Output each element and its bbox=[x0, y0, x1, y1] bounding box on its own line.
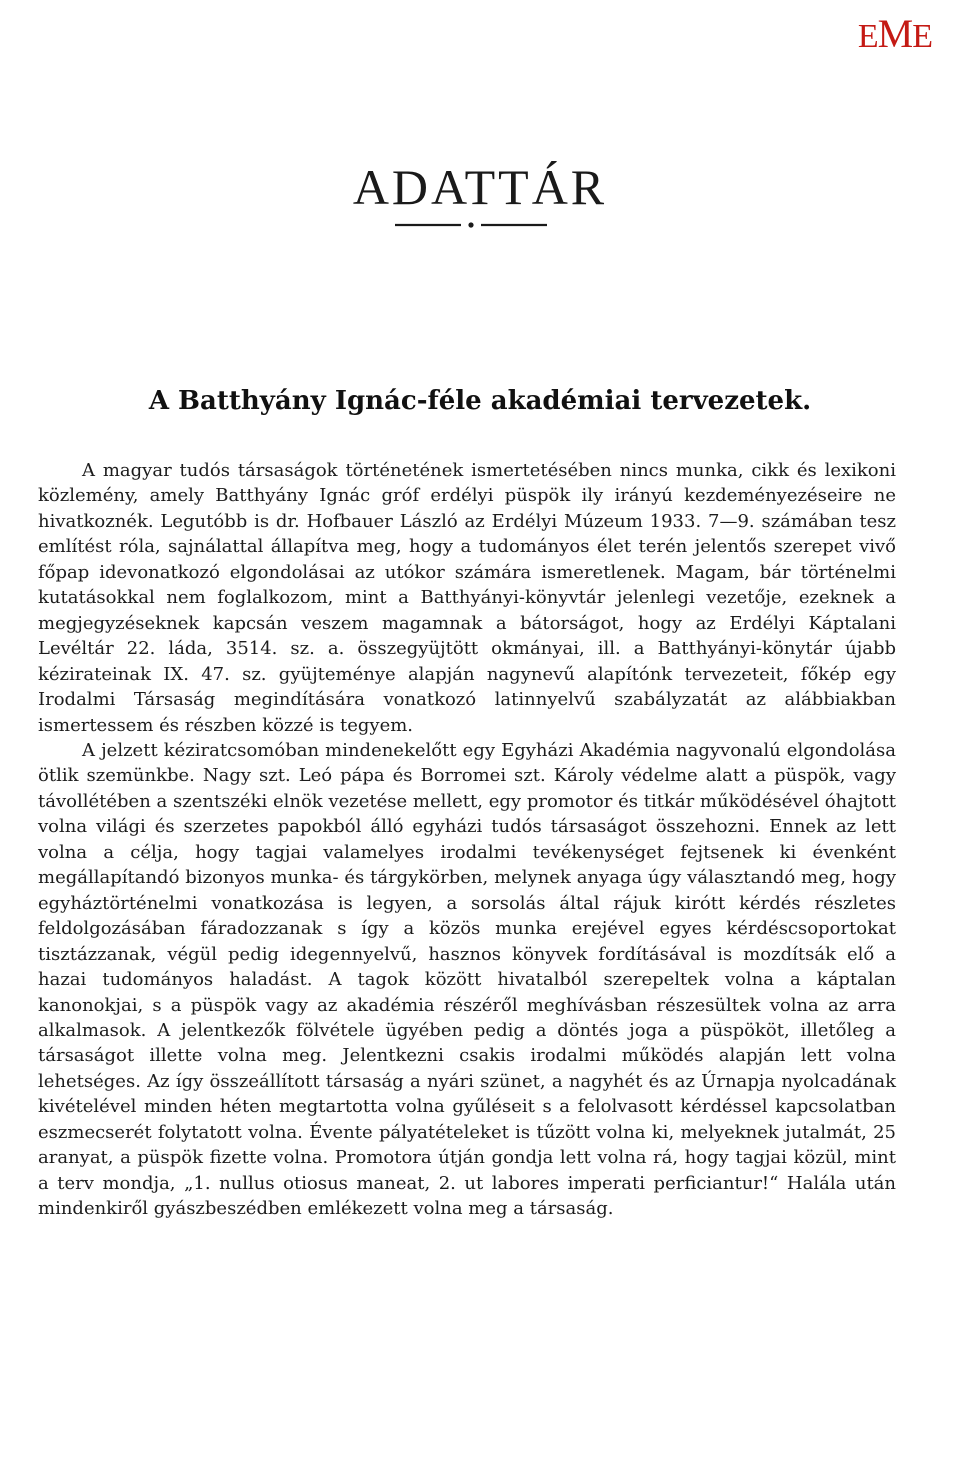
article-body bbox=[38, 458, 896, 1222]
logo-letter-e1: E bbox=[857, 18, 878, 55]
paragraph-2: A jelzett kéziratcsomóban mindenekelőtt egy Egyházi Akadémia nagyvonalú elgondolása ötlik szemünkbe. Nagy szt. Leó pápa és Borromei szt. Károly védelme alatt a püspök, vagy távollétében a szentszéki elnök vezetése mellett, egy promotor és titkár működésével óhajtott volna világi és szerzetes papokból álló egyházi tudós társaságot összehozni. Ennek az lett volna a célja, hogy tagjai valamelyes irodalmi tevékenységet fejtsenek ki évenként megállapítandó bizonyos munka- és tárgykörben, melynek anyaga úgy választandó meg, hogy egyháztörténelmi vonatkozása is legyen, a sorsolás által rájuk kirótt kérdés részletes feldolgozásában fáradozzanak s így a közös munka erejével egyes kérdéscsoportokat tisztázzanak, végül pedig idegennyelvű, hasznos könyvek fordításával is mozdítsák elő a hazai tudományos haladást. A tagok között hivatalból szerepeltek volna a káptalan kanonokjai, s a püspök vagy az akadémia részéről meghívásban részesültek volna az arra alkalmasok. A jelentkezők fölvétele ügyében pedig a döntés joga a püspököt, illetőleg a társaságot illette volna meg. Jelentkezni csakis irodalmi működés alapján lett volna lehetséges. Az így összeállított társaság a nyári szünet, a nagyhét és az Úrnapja nyolcadának kivételével minden héten megtartotta volna gyűléseit s a felolvasott kérdéssel kapcsolatban eszmecserét folytatott volna. Évente pályatételeket is tűzött volna ki, melyeknek jutalmát, 25 aranyat, a püspök fizette volna. Promotora útján gondja lett volna rá, hogy tagjai közül, mint a terv mondja, „1. nullus otiosus maneat, 2. ut labores imperati perficiantur!“ Halála után mindenkiről gyászbeszédben emlékezett volna meg a társaság. bbox=[38, 739, 896, 1220]
title-ornament bbox=[395, 222, 547, 228]
section-title: ADATTÁR bbox=[352, 159, 608, 215]
publisher-logo bbox=[858, 10, 932, 57]
paragraph-1: A magyar tudós társaságok történetének ismertetésében nincs munka, cikk és lexikoni közlemény, amely Batthyány Ignác gróf erdélyi püspök ily irányú kezdeményezéseire ne hivatkoznék. Legutóbb is dr. Hofbauer László az Erdélyi Múzeum 1933. 7—9. számában tesz említést róla, sajnálattal állapítva meg, hogy a tudományos élet terén jelentős szerepet vivő főpap idevonatkozó elgondolásai az utókor számára ismeretlenek. Magam, bár történelmi kutatásokkal nem foglalkozom, mint a Batthyányi-könyvtár jelenlegi vezetője, ezeknek a megjegyzéseknek kapcsán veszem magamnak a bátorságot, hogy az Erdélyi Káptalani Levéltár 22. láda, 3514. sz. a. összegyüjtött okmányai, ill. a Batthyányi-könytár újabb kézirateinak IX. 47. sz. gyüjteménye alapján nagynevű alapítónk tervezeteit, főkép egy Irodalmi Társaság megindítására vonatkozó latinnyelvű szabályzatát az alábbiakban ismertessem és részben közzé is tegyem. bbox=[38, 460, 896, 736]
article-title: A Batthyány Ignác-féle akadémiai tervezetek. bbox=[148, 386, 812, 416]
logo-letter-m: M bbox=[877, 11, 913, 56]
logo-letter-e2: E bbox=[912, 18, 932, 55]
